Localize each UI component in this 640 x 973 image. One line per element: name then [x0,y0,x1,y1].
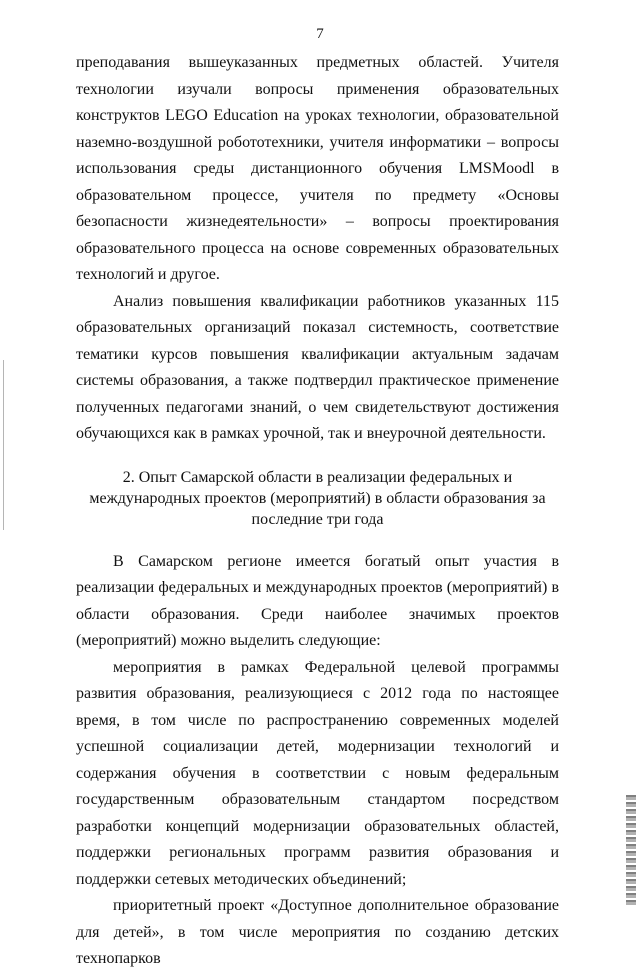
paragraph-priority-project: приоритетный проект «Доступное дополнительное образование для детей», в том числе мероприятия по созданию детских технопарков [76,897,559,967]
paragraph-regional-experience: В Самарском регионе имеется богатый опыт участия в реализации федеральных и международных проектов (мероприятий) в области образования. Среди наиболее значимых проектов (мероприятий) можно выделить следующие: [76,552,559,649]
paragraph-analysis: Анализ повышения квалификации работников указанных 115 образовательных организаций показал системность, соответствие тематики курсов повышения квалификации актуальным задачам системы образования, а также подтвердил практическое применение полученных педагогами знаний, о чем свидетельствуют достижения обучающихся как в рамках урочной, так и внеурочной деятельности. [76,292,559,442]
scan-margin-mark [3,360,4,530]
scan-edge-artifact [626,795,636,905]
paragraph-federal-program: мероприятия в рамках Федеральной целевой программы развития образования, реализующиеся с 2012 года по настоящее время, в том числе по распространению современных моделей успешной социализации детей, модернизации технологий и содержания обучения в соответствии с новым федеральным государственным образовательным стандартом посредством разработки концепций модернизации образовательных областей, поддержки региональных программ развития образования и поддержки сетевых методических объединений; [76,658,559,888]
section-heading: 2. Опыт Самарской области в реализации федеральных и международных проектов (мероприятий) в области образования за последние три года [89,468,546,528]
document-body [76,50,559,973]
page-number: 7 [316,26,324,42]
paragraph-continuation: преподавания вышеуказанных предметных областей. Учителя технологии изучали вопросы применения образовательных конструктов LEGO Education на уроках технологии, образовательной наземно-воздушной робототехники, учителя информатики – вопросы использования среды дистанционного обучения LMSMoodl в образовательном процессе, учителя по предмету «Основы безопасности жизнедеятельности» – вопросы проектирования образовательного процесса на основе современных образовательных технологий и другое. [76,54,559,283]
